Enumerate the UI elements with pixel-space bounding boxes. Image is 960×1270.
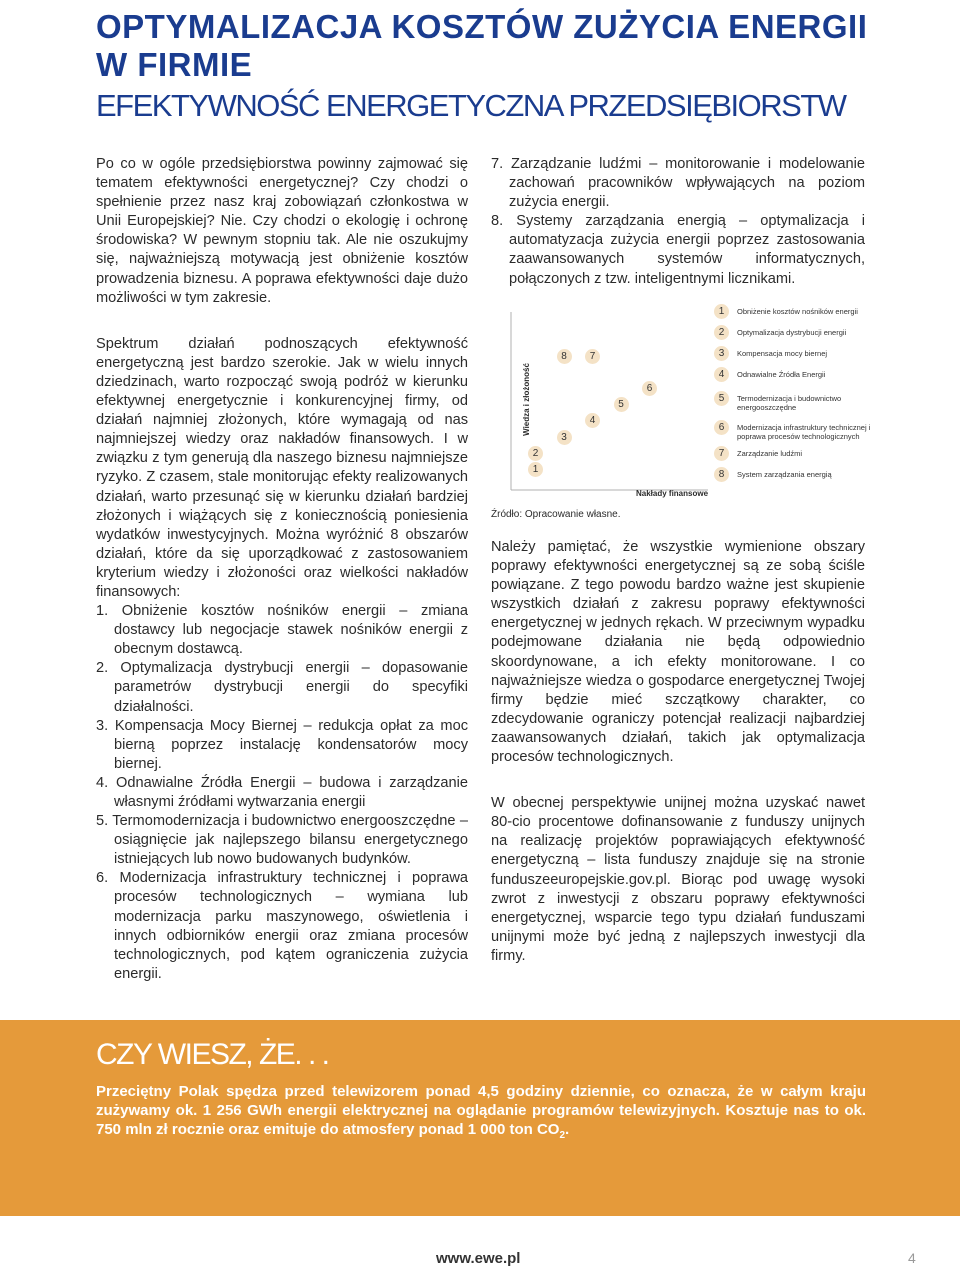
right-column-top	[491, 155, 865, 289]
diagram-point-5: 5	[614, 397, 629, 412]
legend-item	[714, 346, 877, 361]
legend-text: Zarządzanie ludźmi	[737, 449, 803, 458]
diagram-point-6: 6	[642, 381, 657, 396]
diagram-point-4: 4	[585, 413, 600, 428]
did-you-know-text	[96, 1082, 866, 1145]
list-item: 3. Kompensacja Mocy Biernej – redukcja opłat za moc bierną poprzez instalację kondensatorów mocy biernej.	[96, 717, 468, 772]
legend-item	[714, 446, 877, 461]
legend-text: Obniżenie kosztów nośników energii	[737, 307, 858, 316]
legend-number: 2	[714, 325, 729, 340]
list-item: 2. Optymalizacja dystrybucji energii – dopasowanie parametrów dystrybucji energii do specyfiki działalności.	[96, 660, 468, 715]
body-paragraph: Spektrum działań podnoszących efektywność energetyczną jest bardzo szerokie. Jak w wielu innych dziedzinach, warto rozpocząć swoją podróż w kierunku efektywnej energetycznie i konkurencyjnej firmy, od działań najmniej złożonych, które wymagają od nas najmniejszej wiedzy oraz nakładów finansowych. I w związku z tym generują dla naszego biznesu najmniejsze ryzyko. Z czasem, stale monitorując efekty realizowanych działań, warto przesunąć się w kierunku działań bardziej złożonych i wiążących się z koniecznością poniesienia wydatków inwestycyjnych. Można wyróżnić 8 obszarów działań, które da się uporządkować z zastosowaniem kryterium wiedzy i złożoności oraz wielkości nakładów finansowych:	[96, 335, 468, 600]
left-column	[96, 155, 468, 984]
legend-number: 6	[714, 420, 729, 435]
coordination-paragraph: Należy pamiętać, że wszystkie wymienione obszary poprawy efektywności energetycznej są ze sobą ściśle powiązane. Z tego powodu bardzo ważne jest skupienie wszystkich działań z zakresu poprawy efektywności energetycznej w jednych rękach. W przeciwnym wypadku podejmowane działania nie będą odpowiednio skoordynowane, a ich efekty monitorowane. I co najważniejsze wiedza o gospodarce energetycznej Twojej firmy będzie mieć szczątkowy charakter, co zdecydowanie ograniczy potencjał realizacji najbardziej zaawansowanych działań, takich jak optymalizacja procesów technologicznych.	[491, 539, 865, 766]
legend-number: 3	[714, 346, 729, 361]
did-you-know-title: CZY WIESZ, ŻE. . .	[96, 1038, 329, 1071]
list-item: 6. Modernizacja infrastruktury technicznej i poprawa procesów technologicznych – wymiana lub modernizacja parku maszynowego, oświetlenia i innych odbiorników energii oraz zmiana procesów technologicznych, pod kątem ograniczenia zużycia energii.	[96, 870, 468, 982]
list-item: 7. Zarządzanie ludźmi – monitorowanie i modelowanie zachowań pracowników wpływających na poziom zużycia energii.	[491, 156, 865, 211]
legend-number: 8	[714, 467, 729, 482]
page-title	[96, 8, 916, 84]
legend-item	[714, 367, 877, 382]
co2-subscript: 2	[559, 1130, 566, 1141]
legend-number: 5	[714, 391, 729, 406]
title-line-2: W FIRMIE	[96, 46, 253, 83]
legend-number: 4	[714, 367, 729, 382]
diagram-point-8: 8	[557, 349, 572, 364]
list-item: 8. Systemy zarządzania energią – optymalizacja i automatyzacja zużycia energii poprzez zastosowania zaawansowanych systemów informatycznych, połączonych z tzw. inteligentnymi licznikami.	[491, 213, 865, 287]
legend-text: Termodernizacja i budownictwo energooszczędne	[737, 394, 842, 412]
legend-item	[714, 420, 877, 441]
page-subtitle: EFEKTYWNOŚĆ ENERGETYCZNA PRZEDSIĘBIORSTW	[96, 88, 846, 123]
right-column-bottom	[491, 538, 865, 966]
diagram-point-2: 2	[528, 446, 543, 461]
list-item: 1. Obniżenie kosztów nośników energii – zmiana dostawcy lub negocjacje stawek nośników energii z obecnym dostawcą.	[96, 603, 468, 658]
diagram-point-3: 3	[557, 430, 572, 445]
legend-text: System zarządzania energią	[737, 470, 832, 479]
fact-tail: .	[565, 1121, 570, 1138]
legend-text: Kompensacja mocy biernej	[737, 349, 828, 358]
footer-url[interactable]: www.ewe.pl	[436, 1250, 521, 1267]
fact-text: Przeciętny Polak spędza przed telewizorem ponad 4,5 godziny dziennie, co oznacza, że w całym kraju zużywamy ok. 1 256 GWh energii elektrycznej na oglądanie programów telewizyjnych. Kosztuje nas to ok. 750 mln zł rocznie oraz emituje do atmosfery ponad 1 000 ton CO	[96, 1083, 866, 1138]
list-item: 5. Termomodernizacja i budownictwo energooszczędne – osiągnięcie jak najlepszego bilansu energetycznego istniejących lub nowo budowanych budynków.	[96, 813, 468, 868]
page-number: 4	[908, 1250, 916, 1266]
diagram-point-7: 7	[585, 349, 600, 364]
funding-paragraph: W obecnej perspektywie unijnej można uzyskać nawet 80-cio procentowe dofinansowanie z funduszy unijnych na realizację projektów poprawiających efektywność energetyczną – lista funduszy znajduje się na stronie funduszeeuropejskie.gov.pl. Biorąc pod uwagę wysoki zwrot z inwestycji z obszaru poprawy efektywności energetycznej, wsparcie tego typu działań funduszami unijnymi może być jedną z najlepszych inwestycji dla firmy.	[491, 795, 865, 964]
legend-text: Modernizacja infrastruktury technicznej i poprawa procesów technologicznych	[737, 423, 871, 441]
legend-number: 7	[714, 446, 729, 461]
areas-diagram	[488, 300, 871, 525]
legend-text: Optymalizacja dystrybucji energii	[737, 328, 847, 337]
legend-text: Odnawialne Źródła Energii	[737, 370, 826, 379]
legend-item	[714, 325, 877, 340]
page-header	[96, 8, 916, 124]
diagram-source: Źródło: Opracowanie własne.	[491, 509, 621, 520]
legend-item	[714, 391, 877, 412]
legend-item	[714, 304, 877, 319]
legend-number: 1	[714, 304, 729, 319]
did-you-know-box	[0, 1020, 960, 1216]
y-axis-label: Wiedza i złożoność	[521, 363, 531, 436]
legend-item	[714, 467, 877, 482]
diagram-point-1: 1	[528, 462, 543, 477]
list-item: 4. Odnawialne Źródła Energii – budowa i zarządzanie własnymi źródłami wytwarzania energii	[96, 774, 468, 810]
x-axis-label: Nakłady finansowe	[636, 489, 709, 498]
title-line-1: OPTYMALIZACJA KOSZTÓW ZUŻYCIA ENERGII	[96, 8, 868, 45]
intro-paragraph: Po co w ogóle przedsiębiorstwa powinny zajmować się tematem efektywności energetycznej? Czy chodzi o spełnienie przez nasz kraj zobowiązań członkostwa w Unii Europejskiej? Nie. Czy chodzi o ekologię i ochronę środowiska? W pewnym stopniu tak. Ale nie oszukujmy się, najważniejszą motywacją jest obniżenie kosztów prowadzenia biznesu. A poprawa efektywności daje dużo możliwości w tym zakresie.	[96, 156, 468, 306]
